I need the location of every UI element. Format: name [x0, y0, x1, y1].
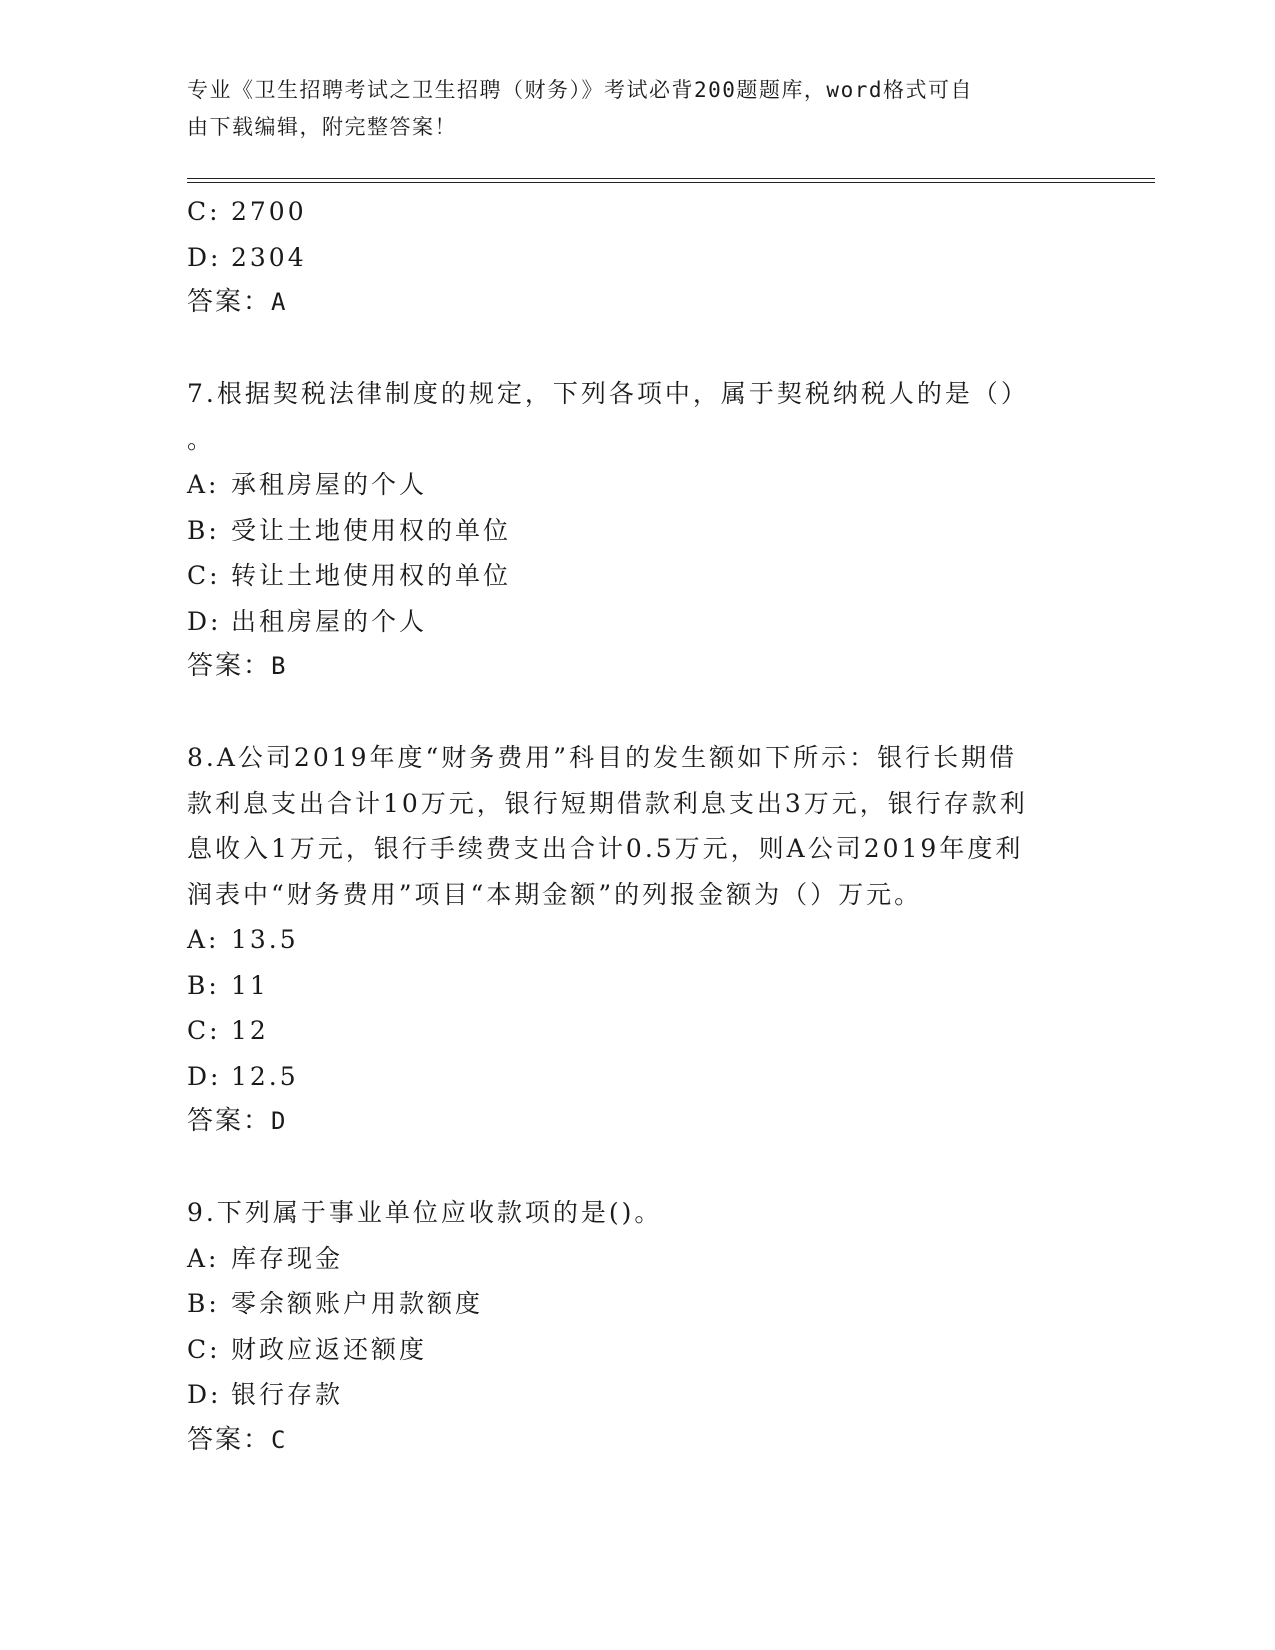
option-text: 12.5	[231, 1061, 299, 1091]
header-divider-bottom	[187, 182, 1155, 183]
answer-line	[187, 1418, 1087, 1464]
option-label: D:	[187, 1061, 222, 1091]
question-stem-line: 7.根据契税法律制度的规定，下列各项中，属于契税纳税人的是（）	[187, 379, 1029, 408]
answer-line	[187, 644, 1087, 690]
question-stem-line: 润表中“财务费用”项目“本期金额”的列报金额为（）万元。	[187, 879, 923, 909]
question-continued	[187, 189, 1087, 326]
question-stem-line: 款利息支出合计10万元，银行短期借款利息支出3万元，银行存款利	[187, 788, 1028, 818]
option-text: 库存现金	[231, 1243, 344, 1273]
option-text: 2700	[231, 197, 307, 226]
option-text: 12	[231, 1016, 269, 1045]
option-c	[187, 1327, 1087, 1373]
question-stem-line: 。	[187, 424, 216, 454]
option-b	[187, 1281, 1087, 1327]
option-text: 银行存款	[231, 1380, 344, 1409]
option-text: 2304	[231, 242, 307, 272]
option-text: 11	[231, 970, 269, 1000]
question-8	[187, 735, 1087, 1145]
option-label: C:	[187, 1334, 221, 1364]
answer-value: A	[271, 288, 288, 316]
option-label: D:	[187, 606, 222, 636]
option-a	[187, 462, 1087, 508]
option-label: C:	[187, 561, 221, 590]
question-spacer	[187, 326, 1087, 372]
option-label: A:	[187, 925, 220, 954]
option-a	[187, 917, 1087, 963]
question-stem-line: 息收入1万元，银行手续费支出合计0.5万元，则A公司2019年度利	[187, 834, 1024, 863]
option-c	[187, 1008, 1087, 1054]
option-text: 财政应返还额度	[231, 1334, 428, 1364]
question-spacer	[187, 1145, 1087, 1191]
answer-line	[187, 1099, 1087, 1145]
header-line-1: 专业《卫生招聘考试之卫生招聘（财务）》考试必背200题题库，word格式可自	[187, 78, 973, 102]
option-label: C:	[187, 197, 221, 226]
option-label: A:	[187, 470, 220, 499]
answer-value: C	[271, 1425, 288, 1454]
option-label: D:	[187, 1380, 222, 1409]
question-9	[187, 1190, 1087, 1463]
option-d	[187, 1054, 1087, 1100]
answer-label: 答案：	[187, 287, 272, 317]
answer-label: 答案：	[187, 651, 272, 681]
answer-value: D	[271, 1107, 288, 1135]
option-text: 承租房屋的个人	[231, 470, 428, 499]
page-header	[187, 72, 1067, 146]
option-c	[187, 553, 1087, 599]
option-d	[187, 599, 1087, 645]
question-stem-line: 9.下列属于事业单位应收款项的是()。	[187, 1198, 663, 1227]
option-label: A:	[187, 1243, 220, 1273]
question-7	[187, 371, 1087, 690]
answer-label: 答案：	[187, 1424, 272, 1455]
option-text: 受让土地使用权的单位	[231, 515, 512, 545]
option-d	[187, 235, 1087, 281]
answer-value: B	[271, 652, 288, 680]
document-body	[187, 189, 1087, 1463]
question-stem-line: 8.A公司2019年度“财务费用”科目的发生额如下所示：银行长期借	[187, 743, 1018, 772]
option-text: 零余额账户用款额度	[231, 1289, 484, 1318]
question-spacer	[187, 690, 1087, 736]
header-line-2: 由下载编辑，附完整答案！	[187, 115, 457, 139]
option-c	[187, 189, 1087, 235]
answer-label: 答案：	[187, 1106, 272, 1136]
option-text: 转让土地使用权的单位	[231, 561, 512, 590]
option-b	[187, 963, 1087, 1009]
option-text: 出租房屋的个人	[231, 606, 428, 636]
option-label: C:	[187, 1016, 221, 1045]
option-text: 13.5	[231, 925, 299, 954]
answer-line	[187, 280, 1087, 326]
header-divider-top	[187, 178, 1155, 179]
option-label: B:	[187, 1289, 220, 1318]
option-label: D:	[187, 242, 222, 272]
option-label: B:	[187, 970, 220, 1000]
option-label: B:	[187, 515, 220, 545]
option-a	[187, 1236, 1087, 1282]
option-b	[187, 508, 1087, 554]
option-d	[187, 1372, 1087, 1418]
